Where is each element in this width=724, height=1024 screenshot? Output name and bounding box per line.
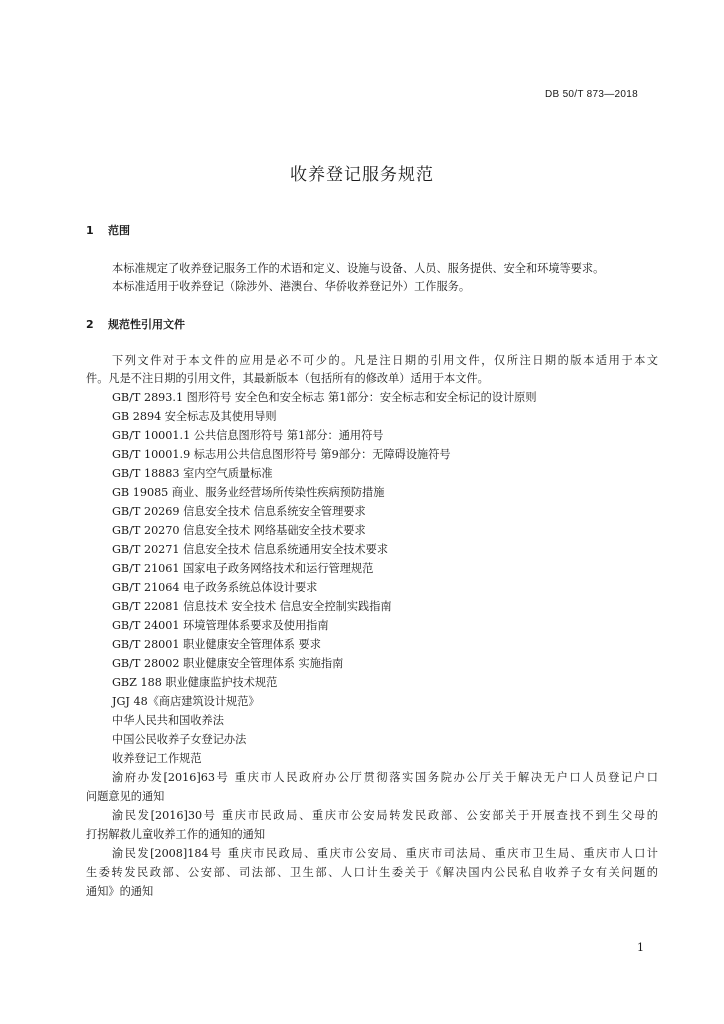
reference-item: GB/T 21061 国家电子政务网络技术和运行管理规范 [112,562,374,575]
reference-item: GB 19085 商业、服务业经营场所传染性疾病预防措施 [112,486,385,499]
reference-item: 收养登记工作规范 [112,752,202,765]
notice-reference-line: 通知》的通知 [86,885,154,898]
intro-paragraph-line: 下列文件对于本文件的应用是必不可少的。凡是注日期的引用文件，仅所注日期的版本适用于本文 [112,354,658,367]
reference-item: GB/T 22081 信息技术 安全技术 信息安全控制实践指南 [112,600,392,613]
reference-item: GB/T 20269 信息安全技术 信息系统安全管理要求 [112,505,366,518]
reference-item: GB/T 28002 职业健康安全管理体系 实施指南 [112,657,344,670]
reference-item: GB/T 10001.1 公共信息图形符号 第1部分：通用符号 [112,429,384,442]
section-title: 规范性引用文件 [108,318,185,331]
reference-item: GB/T 20271 信息安全技术 信息系统通用安全技术要求 [112,543,389,556]
reference-item: GB/T 18883 室内空气质量标准 [112,467,273,480]
standard-code: DB 50/T 873—2018 [545,89,639,100]
notice-reference-line: 打拐解救儿童收养工作的通知的通知 [86,828,266,841]
notice-reference-line: 渝民发[2016]30号 重庆市民政局、重庆市公安局转发民政部、公安部关于开展查找不到生父母的 [112,809,658,822]
reference-item: GB/T 21064 电子政务系统总体设计要求 [112,581,318,594]
reference-item: GB/T 2893.1 图形符号 安全色和安全标志 第1部分：安全标志和安全标记的设计原则 [112,391,537,404]
reference-item: GBZ 188 职业健康监护技术规范 [112,676,278,689]
section-number: 2 [86,318,94,331]
intro-paragraph-line: 件。凡是不注日期的引用文件，其最新版本（包括所有的修改单）适用于本文件。 [86,372,489,385]
section-heading-normative-references [86,316,185,332]
reference-item: 中国公民收养子女登记办法 [112,733,247,746]
section-title: 范围 [108,224,130,237]
notice-reference-line: 渝府办发[2016]63号 重庆市人民政府办公厅贯彻落实国务院办公厅关于解决无户口人员登记户口 [112,771,658,784]
scope-paragraph: 本标准规定了收养登记服务工作的术语和定义、设施与设备、人员、服务提供、安全和环境等要求。 [112,262,605,275]
reference-item: JGJ 48《商店建筑设计规范》 [112,695,260,708]
reference-item: GB/T 24001 环境管理体系要求及使用指南 [112,619,329,632]
notice-reference-line: 生委转发民政部、公安部、司法部、卫生部、人口计生委关于《解决国内公民私自收养子女有关问题的 [86,866,658,879]
page-number: 1 [637,941,644,954]
reference-item: GB 2894 安全标志及其使用导则 [112,410,277,423]
reference-item: 中华人民共和国收养法 [112,714,224,727]
document-title: 收养登记服务规范 [290,165,434,185]
reference-item: GB/T 20270 信息安全技术 网络基础安全技术要求 [112,524,366,537]
section-number: 1 [86,224,94,237]
reference-item: GB/T 10001.9 标志用公共信息图形符号 第9部分：无障碍设施符号 [112,448,451,461]
scope-paragraph: 本标准适用于收养登记（除涉外、港澳台、华侨收养登记外）工作服务。 [112,280,471,293]
notice-reference-line: 渝民发[2008]184号 重庆市民政局、重庆市公安局、重庆市司法局、重庆市卫生局、重庆市人口计 [112,847,658,860]
reference-item: GB/T 28001 职业健康安全管理体系 要求 [112,638,321,651]
section-heading-scope [86,222,130,238]
notice-reference-line: 问题意见的通知 [86,790,165,803]
